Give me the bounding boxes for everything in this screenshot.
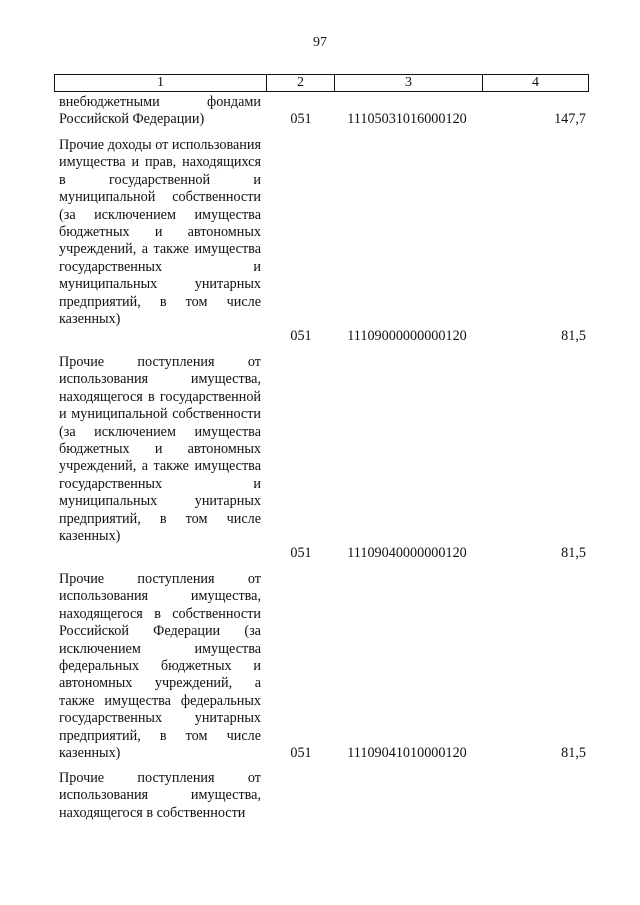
row-description: Прочие доходы от использования имущества и прав, находящихся в государственной и муниципальной собственности (за исключением имущества бюджетных и автономных учреждений, а также имущества государственных и муниципальных унитарных предприятий, в том числе казенных) <box>59 137 261 328</box>
page-number: 97 <box>313 35 327 50</box>
row-admin-code: 051 <box>290 745 312 761</box>
row-description: внебюджетными фондами Российской Федерации) <box>59 94 261 128</box>
row-income-code: 11105031016000120 <box>347 111 467 128</box>
row-admin-code: 051 <box>290 328 312 345</box>
header-col-2: 2 <box>267 75 335 92</box>
row-description: Прочие поступления от использования имущества, находящегося в собственности <box>59 770 261 821</box>
table-header <box>54 74 589 92</box>
row-income-code: 11109000000000120 <box>347 328 467 345</box>
row-description: Прочие поступления от использования имущества, находящегося в собственности Российской Федерации (за исключением имущества федеральных бюджетных и автономных учреждений, а также имущества федеральных государственных унитарных предприятий, в том числе казенных) <box>59 571 261 762</box>
row-amount: 147,7 <box>554 111 586 128</box>
header-col-3: 3 <box>335 75 483 92</box>
row-amount: 81,5 <box>561 745 586 761</box>
row-income-code: 11109041010000120 <box>347 745 467 761</box>
header-col-1: 1 <box>55 75 267 92</box>
row-amount: 81,5 <box>561 545 586 562</box>
row-income-code: 11109040000000120 <box>347 545 467 562</box>
row-amount: 81,5 <box>561 328 586 345</box>
header-col-4: 4 <box>483 75 589 92</box>
row-admin-code: 051 <box>290 545 312 562</box>
row-admin-code: 051 <box>290 111 312 128</box>
row-description: Прочие поступления от использования имущества, находящегося в государственной и муниципальной собственности (за исключением имущества бюджетных и автономных учреждений, а также имущества государственных и муниципальных унитарных предприятий, в том числе казенных) <box>59 354 261 545</box>
